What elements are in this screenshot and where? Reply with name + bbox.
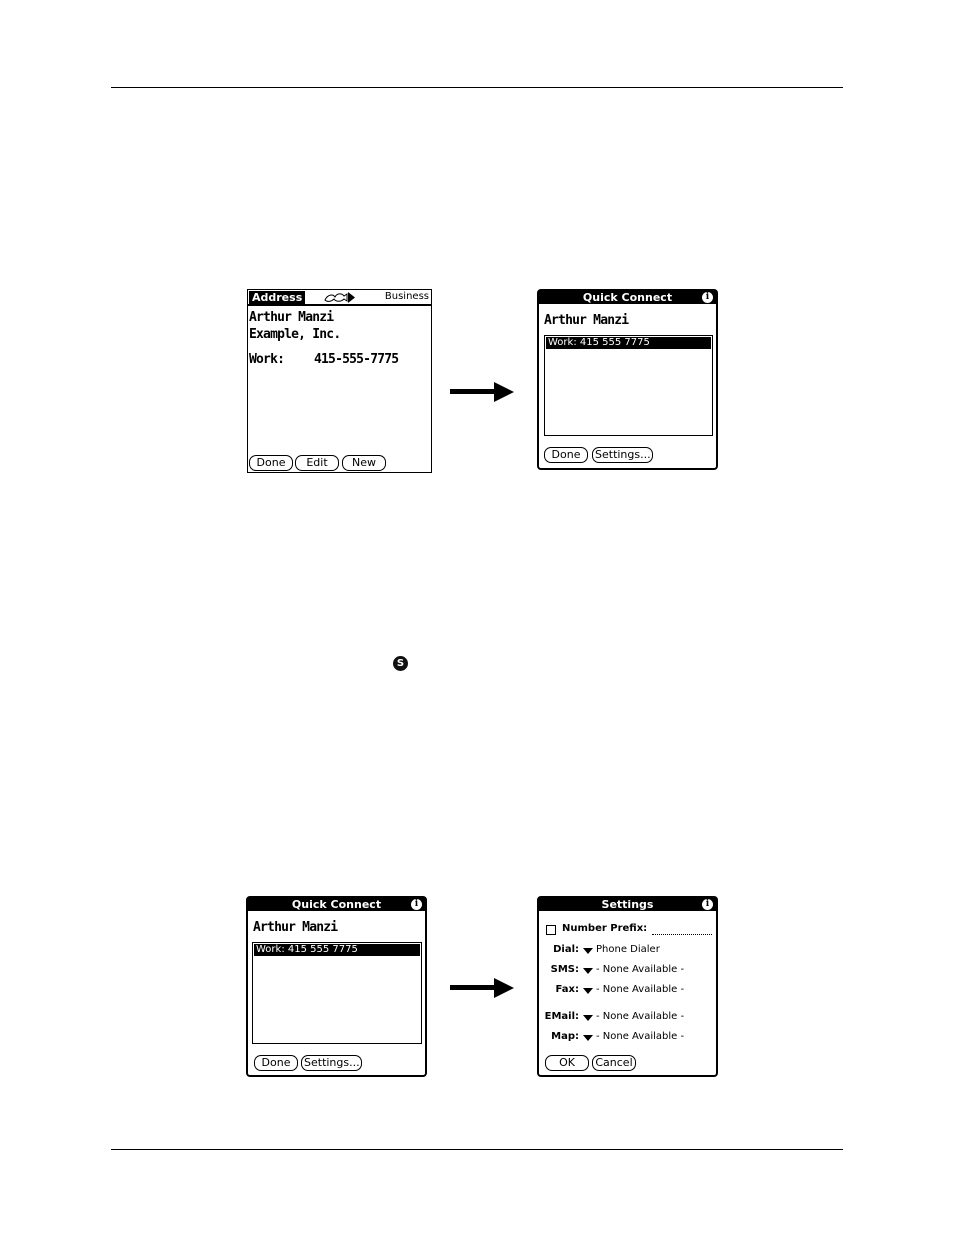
number-list[interactable] (252, 942, 422, 1044)
dial-value[interactable]: Phone Dialer (596, 944, 660, 955)
done-button[interactable]: Done (254, 1055, 298, 1071)
quick-connect-dialog (537, 289, 718, 470)
quick-connect-icon: S (393, 656, 408, 671)
dropdown-arrow-icon[interactable] (583, 1015, 593, 1021)
dialog-title: Quick Connect (248, 898, 425, 911)
info-icon[interactable]: i (702, 899, 713, 910)
info-icon[interactable]: i (702, 292, 713, 303)
contact-name: Arthur Manzi (249, 310, 334, 325)
settings-button[interactable]: Settings... (301, 1055, 362, 1071)
settings-dialog (537, 896, 718, 1077)
edit-button[interactable]: Edit (295, 455, 339, 471)
dial-label: Dial: (553, 944, 579, 955)
map-label: Map: (551, 1031, 579, 1042)
footer-rule (111, 1149, 843, 1150)
email-value[interactable]: - None Available - (596, 1011, 685, 1022)
dropdown-arrow-icon[interactable] (583, 948, 593, 954)
number-prefix-label: Number Prefix: (562, 923, 648, 934)
email-label: EMail: (544, 1011, 579, 1022)
number-list[interactable] (544, 335, 713, 436)
contact-name: Arthur Manzi (253, 920, 338, 935)
map-value[interactable]: - None Available - (596, 1031, 685, 1042)
fax-value[interactable]: - None Available - (596, 984, 685, 995)
settings-button[interactable]: Settings... (592, 447, 653, 463)
dropdown-arrow-icon[interactable] (583, 988, 593, 994)
list-item-selected[interactable]: Work: 415 555 7775 (546, 337, 711, 349)
cancel-button[interactable]: Cancel (592, 1055, 636, 1071)
header-rule (111, 87, 843, 88)
sms-label: SMS: (550, 964, 579, 975)
beam-icon[interactable] (323, 291, 357, 304)
dialog-title: Quick Connect (539, 291, 716, 304)
category-label[interactable]: Business (384, 291, 429, 302)
sms-value[interactable]: - None Available - (596, 964, 685, 975)
dialog-title: Settings (539, 898, 716, 911)
dropdown-arrow-icon[interactable] (583, 968, 593, 974)
quick-connect-dialog (246, 896, 427, 1077)
info-icon[interactable]: i (411, 899, 422, 910)
right-arrow-icon (450, 382, 516, 402)
list-item-selected[interactable]: Work: 415 555 7775 (254, 944, 420, 956)
done-button[interactable]: Done (544, 447, 588, 463)
dropdown-arrow-icon[interactable] (583, 1035, 593, 1041)
app-title-tab[interactable]: Address (249, 291, 305, 304)
right-arrow-icon (450, 978, 516, 998)
contact-name: Arthur Manzi (544, 313, 629, 328)
done-button[interactable]: Done (249, 455, 293, 471)
phone-value[interactable]: 415-555-7775 (314, 352, 399, 367)
address-screen (247, 289, 432, 473)
number-prefix-checkbox[interactable] (546, 925, 556, 935)
contact-company: Example, Inc. (249, 327, 341, 342)
title-underline (248, 304, 431, 306)
new-button[interactable]: New (342, 455, 386, 471)
fax-label: Fax: (555, 984, 579, 995)
number-prefix-field[interactable] (652, 934, 712, 935)
ok-button[interactable]: OK (545, 1055, 589, 1071)
phone-label: Work: (249, 352, 285, 367)
